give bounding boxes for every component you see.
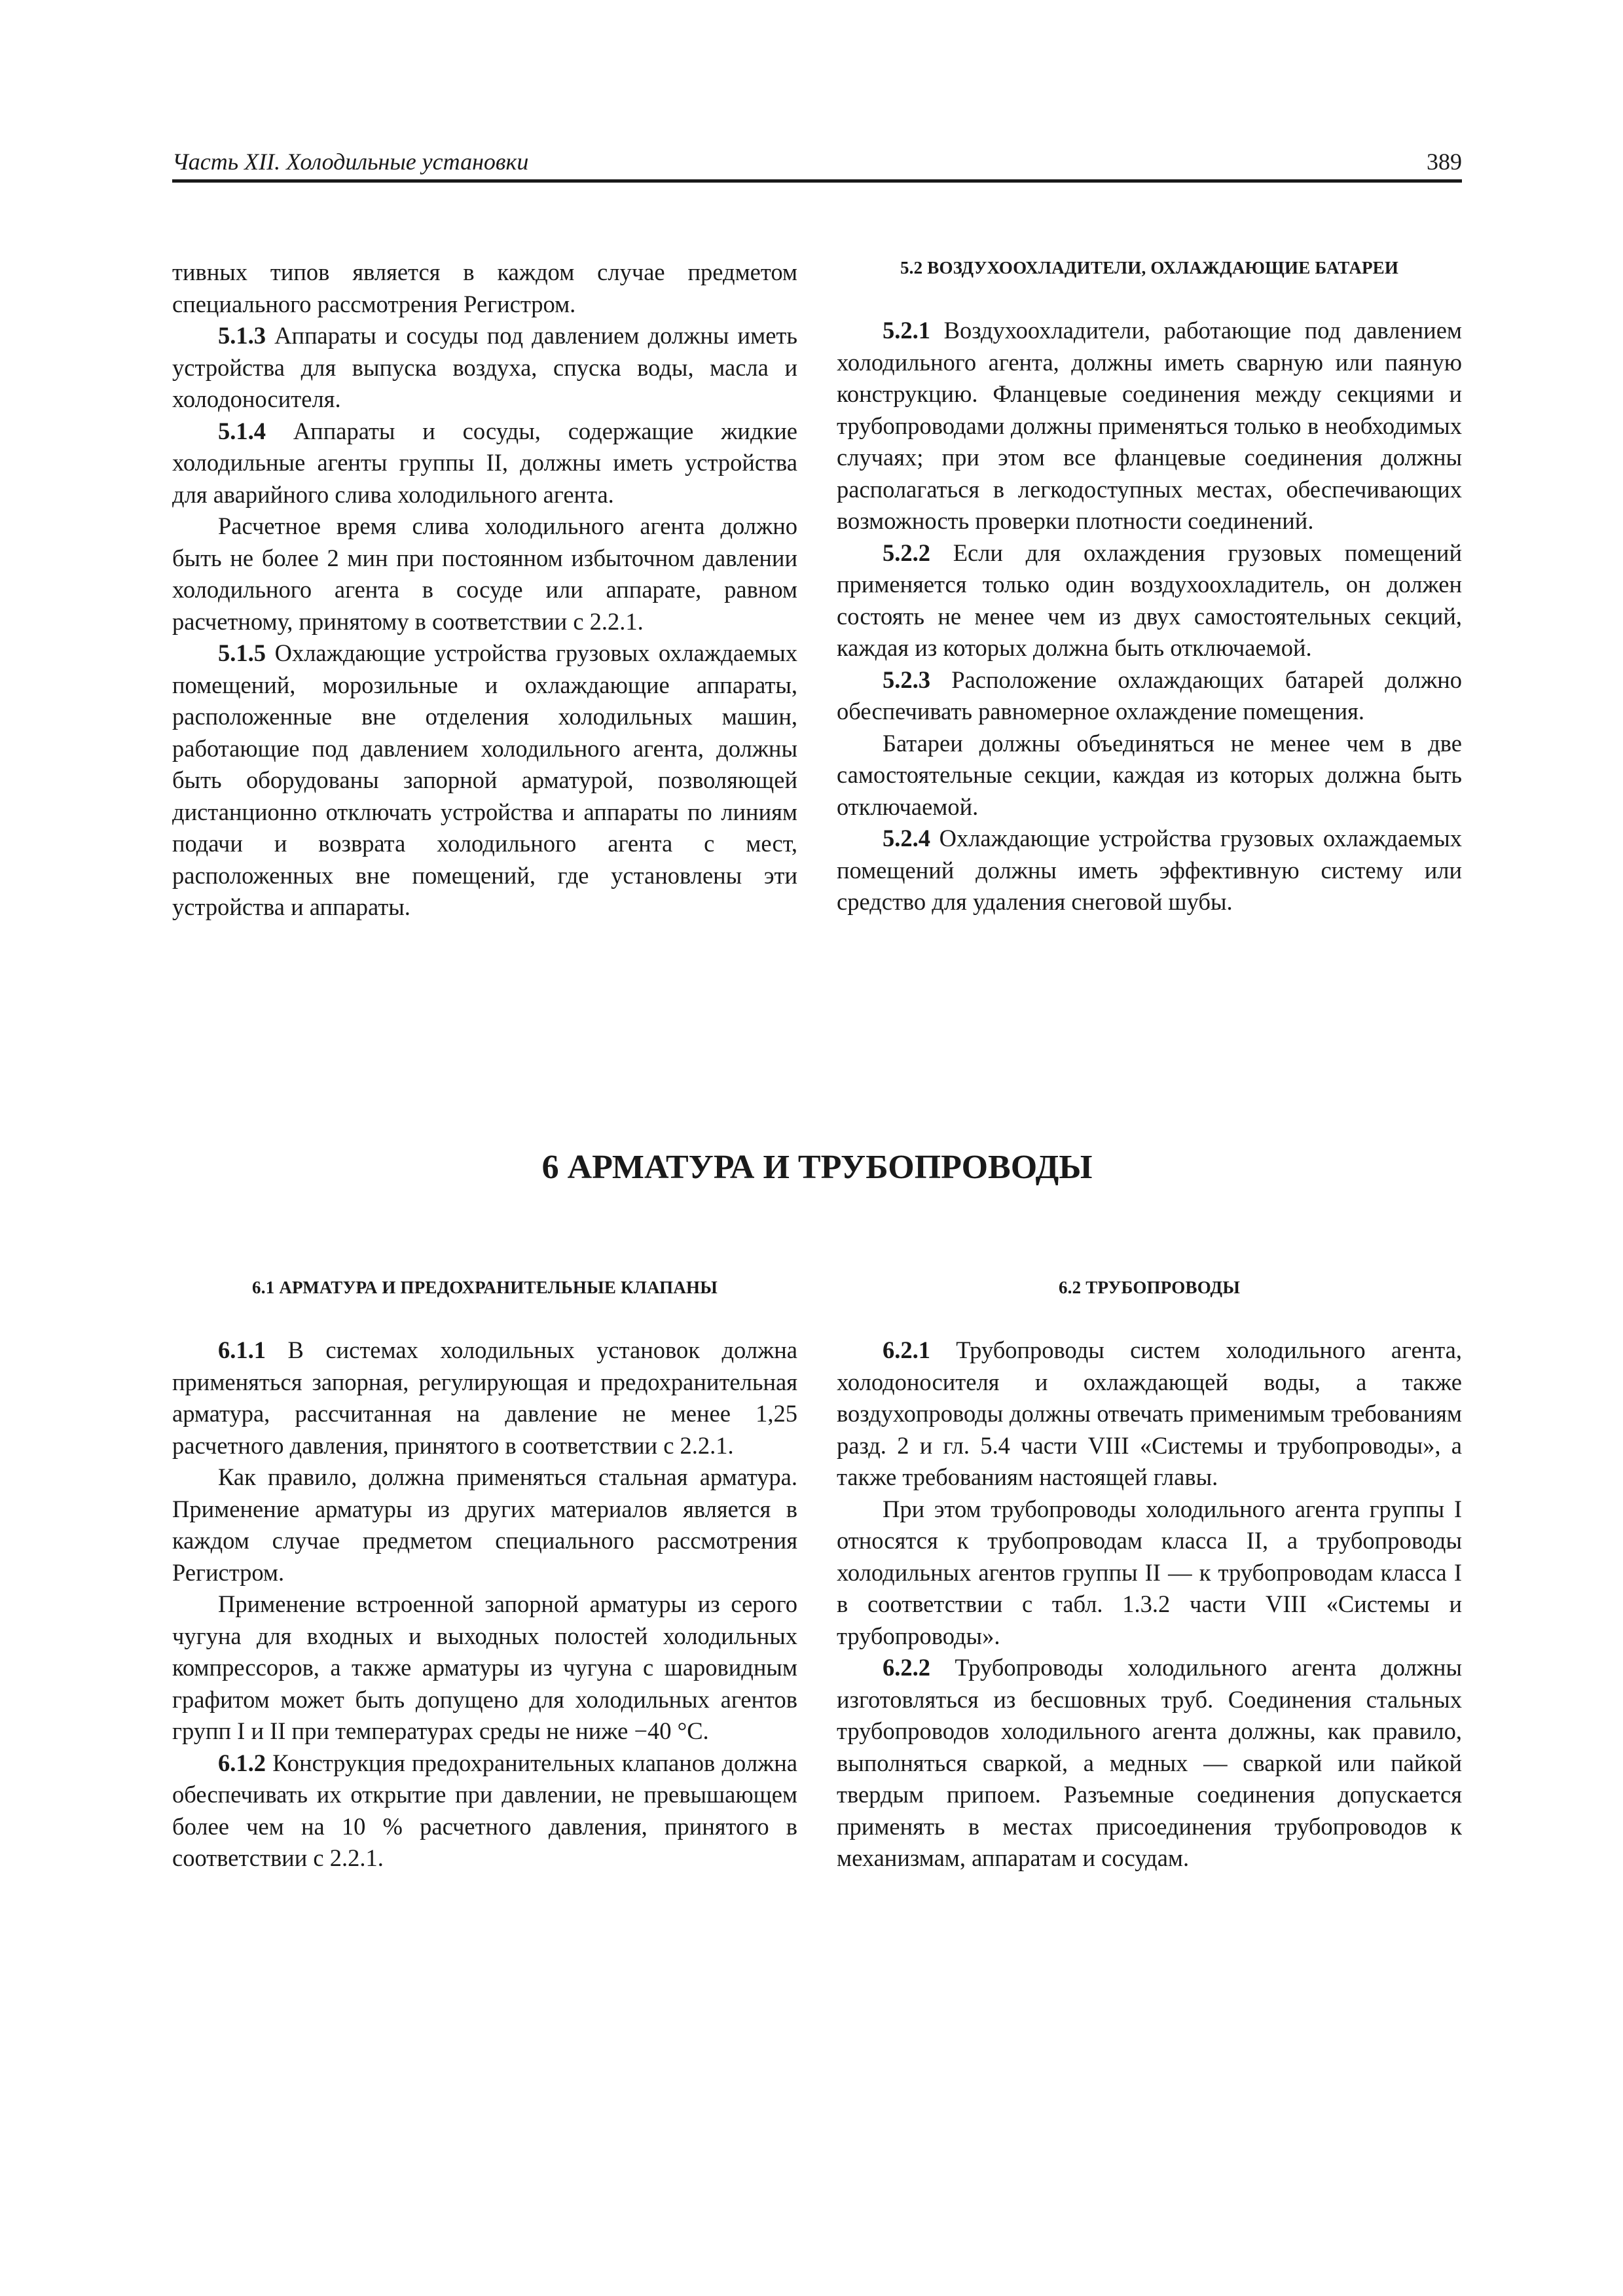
clause-number: 6.1.1 <box>218 1336 266 1363</box>
section-heading-5-2: 5.2 ВОЗДУХООХЛАДИТЕЛИ, ОХЛАЖДАЮЩИЕ БАТАРЕИ <box>900 258 1399 278</box>
paragraph-5-1-4-b: Расчетное время слива холодильного агента должно быть не более 2 мин при постоянном избыточном давлении холодильного агента в сосуде или аппарате, равном расчетному, принятому в соответствии с 2.2.1. <box>172 512 797 635</box>
paragraph-continuation: тивных типов является в каждом случае предметом специального рассмотрения Регистром. <box>172 259 797 317</box>
paragraph-5-2-2: 5.2.2 Если для охлаждения грузовых помещений применяется только один воздухоохладитель, он должен состоять не менее чем из двух самостоятельных секций, каждая из которых должна быть отключаемой. <box>837 539 1462 661</box>
paragraph-5-2-4: 5.2.4 Охлаждающие устройства грузовых охлаждаемых помещений должны иметь эффективную систему или средство для удаления снеговой шубы. <box>837 825 1462 915</box>
clause-number: 5.1.5 <box>218 639 266 666</box>
paragraph-5-1-4: 5.1.4 Аппараты и сосуды, содержащие жидкие холодильные агенты группы II, должны иметь устройства для аварийного слива холодильного агента. <box>172 417 797 508</box>
clause-number: 5.2.3 <box>883 666 930 693</box>
clause-number: 5.2.4 <box>883 825 930 852</box>
paragraph-6-1-1-c: Применение встроенной запорной арматуры из серого чугуна для входных и выходных полостей холодильных компрессоров, а также арматуры из чугуна с шаровидным графитом может быть допущено для холодильных агентов групп I и II при температурах среды не ниже −40 °С. <box>172 1590 797 1744</box>
section-heading-6-1: 6.1 АРМАТУРА И ПРЕДОХРАНИТЕЛЬНЫЕ КЛАПАНЫ <box>252 1278 718 1297</box>
paragraph-6-1-1: 6.1.1 В системах холодильных установок должна применяться запорная, регулирующая и предохранительная арматура, рассчитанная на давление не менее 1,25 расчетного давления, принятого в соответствии с 2.2.1. <box>172 1336 797 1459</box>
clause-number: 5.2.2 <box>883 539 930 566</box>
paragraph-5-2-1: 5.2.1 Воздухоохладители, работающие под давлением холодильного агента, должны иметь сварную или паяную конструкцию. Фланцевые соединения между секциями и трубопроводами должны применяться только в необходимых случаях; при этом все фланцевые соединения должны располагаться в легкодоступных местах, обеспечивающих возможность проверки плотности соединений. <box>837 317 1462 534</box>
top-left-column <box>172 257 797 924</box>
bottom-right-column <box>837 1276 1462 1874</box>
running-title: Часть XII. Холодильные установки <box>172 149 529 175</box>
clause-number: 6.2.2 <box>883 1654 930 1681</box>
paragraph-6-1-1-b: Как правило, должна применяться стальная арматура. Применение арматуры из других материалов является в каждом случае предметом специального рассмотрения Регистром. <box>172 1463 797 1586</box>
section-heading-6-2: 6.2 ТРУБОПРОВОДЫ <box>1058 1278 1241 1297</box>
paragraph-5-2-3-b: Батареи должны объединяться не менее чем в две самостоятельные секции, каждая из которых должна быть отключаемой. <box>837 729 1462 820</box>
paragraph-6-2-1-b: При этом трубопроводы холодильного агента группы I относятся к трубопроводам класса II, а трубопроводы холодильных агентов группы II — к трубопроводам класса I в соответствии с табл. 1.3.2 части VIII «Системы и трубопроводы». <box>837 1495 1462 1649</box>
clause-number: 5.1.3 <box>218 322 266 349</box>
paragraph-5-2-3: 5.2.3 Расположение охлаждающих батарей должно обеспечивать равномерное охлаждение помещения. <box>837 666 1462 725</box>
paragraph-6-1-2: 6.1.2 Конструкция предохранительных клапанов должна обеспечивать их открытие при давлении, не превышающем более чем на 10 % расчетного давления, принятого в соответствии с 2.2.1. <box>172 1749 797 1871</box>
chapter-title: 6 АРМАТУРА И ТРУБОПРОВОДЫ <box>541 1149 1093 1186</box>
paragraph-5-1-5: 5.1.5 Охлаждающие устройства грузовых охлаждаемых помещений, морозильные и охлаждающие аппараты, расположенные вне отделения холодильных машин, работающие под давлением холодильного агента, должны быть оборудованы запорной арматурой, позволяющей дистанционно отключать устройства и аппараты по линиям подачи и возврата холодильного агента с мест, расположенных вне помещений, где установлены эти устройства и аппараты. <box>172 639 797 920</box>
paragraph-5-1-3: 5.1.3 Аппараты и сосуды под давлением должны иметь устройства для выпуска воздуха, спуска воды, масла и холодоносителя. <box>172 322 797 412</box>
paragraph-6-2-2: 6.2.2 Трубопроводы холодильного агента должны изготовляться из бесшовных труб. Соединения стальных трубопроводов холодильного агента должны, как правило, выполняться сваркой, а медных — сваркой или пайкой твердым припоем. Разъемные соединения допускается применять в местах присоединения трубопроводов к механизмам, аппаратам и сосудам. <box>837 1654 1462 1871</box>
page-number: 389 <box>1427 149 1462 175</box>
paragraph-6-2-1: 6.2.1 Трубопроводы систем холодильного агента, холодоносителя и охлаждающей воды, а также воздухопроводы должны отвечать применимым требованиям разд. 2 и гл. 5.4 части VIII «Системы и трубопроводы», а также требованиям настоящей главы. <box>837 1336 1462 1490</box>
clause-number: 5.1.4 <box>218 417 266 444</box>
page-header <box>172 143 1462 183</box>
bottom-left-column <box>172 1276 797 1874</box>
clause-number: 6.2.1 <box>883 1336 930 1363</box>
clause-number: 5.2.1 <box>883 317 930 344</box>
clause-number: 6.1.2 <box>218 1749 266 1776</box>
top-right-column <box>837 257 1462 918</box>
